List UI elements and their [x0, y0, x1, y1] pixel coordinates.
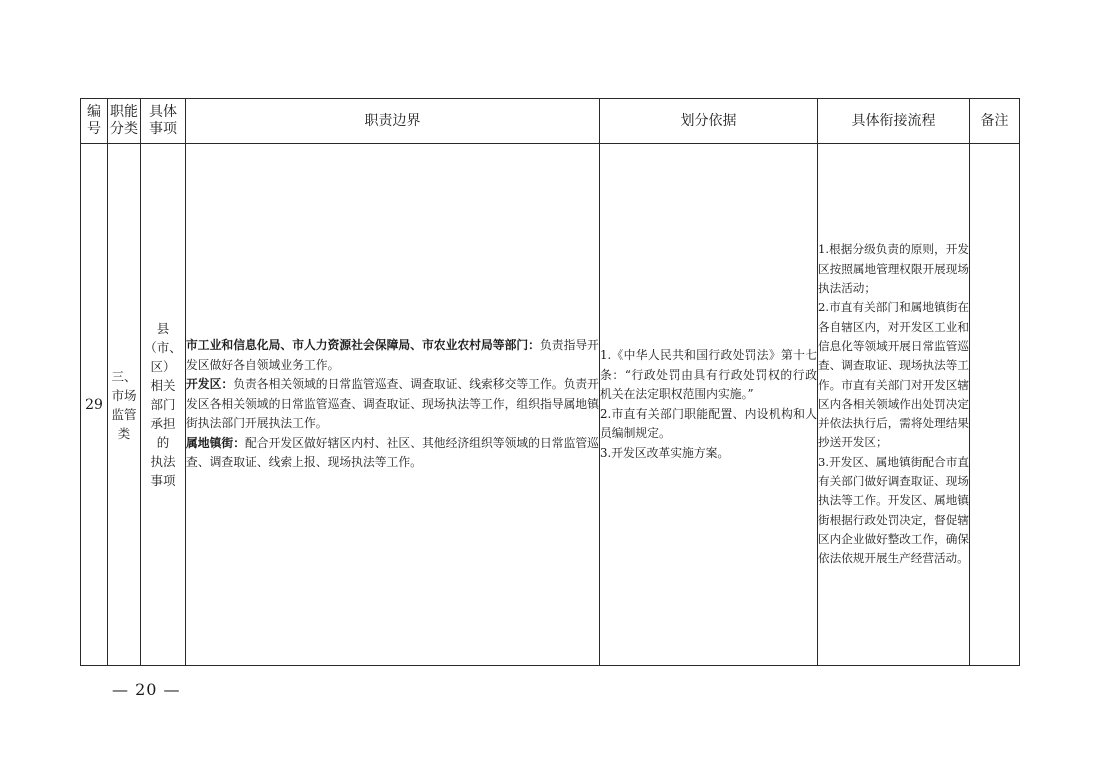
- responsibility-table: [80, 98, 1020, 666]
- row-basis: [600, 144, 818, 666]
- row-category: 三、 市场 监管 类: [108, 144, 141, 666]
- row-remark: [970, 144, 1020, 666]
- flow-step: 3.开发区、属地镇街配合市直有关部门做好调查取证、现场执法等工作。开发区、属地镇街根据行政处罚决定，督促辖区内企业做好整改工作，确保依法依规开展生产经营活动。: [818, 454, 969, 566]
- boundary-paragraph: 市工业和信息化局、市人力资源社会保障局、市农业农村局等部门：负责指导开发区做好各自领域业务工作。: [186, 338, 599, 372]
- table-row: [81, 144, 1020, 666]
- boundary-paragraph: 属地镇街：配合开发区做好辖区内村、社区、其他经济组织等领域的日常监管巡查、调查取证、线索上报、现场执法等工作。: [186, 435, 599, 470]
- header-remark: 备注: [970, 99, 1020, 144]
- flow-step: 1.根据分级负责的原则，开发区按照属地管理权限开展现场执法活动；: [818, 242, 969, 296]
- basis-item: 3.开发区改革实施方案。: [600, 445, 730, 460]
- flow-step: 2.市直有关部门和属地镇街在各自辖区内，对开发区工业和信息化等领域开展日常监管巡查、调查取证、现场执法等工作。市直有关部门对开发区辖区内各相关领域作出处罚决定并依法执行后，需将处理结果抄送开发区；: [818, 300, 969, 450]
- header-boundary: 职责边界: [186, 99, 600, 144]
- header-flow: 具体衔接流程: [818, 99, 970, 144]
- basis-item: 1.《中华人民共和国行政处罚法》第十七条：“行政处罚由具有行政处罚权的行政机关在法定职权范围内实施。”: [600, 348, 817, 401]
- row-number: 29: [81, 144, 108, 666]
- header-category: 职能 分类: [108, 99, 141, 144]
- header-basis: 划分依据: [600, 99, 818, 144]
- header-item: 具体 事项: [141, 99, 186, 144]
- row-item: 县 （市、 区） 相关 部门 承担 的 执法 事项: [141, 144, 186, 666]
- row-boundary: [186, 144, 600, 666]
- row-flow: [818, 144, 970, 666]
- header-number: 编 号: [81, 99, 108, 144]
- table-header-row: [81, 99, 1020, 144]
- page-number: — 20 —: [112, 680, 181, 699]
- basis-item: 2.市直有关部门职能配置、内设机构和人员编制规定。: [600, 406, 817, 440]
- boundary-paragraph: 开发区：负责各相关领域的日常监管巡查、调查取证、线索移交等工作。负责开发区各相关领域的日常监管巡查、调查取证、现场执法等工作，组织指导属地镇街执法部门开展执法工作。: [186, 377, 599, 431]
